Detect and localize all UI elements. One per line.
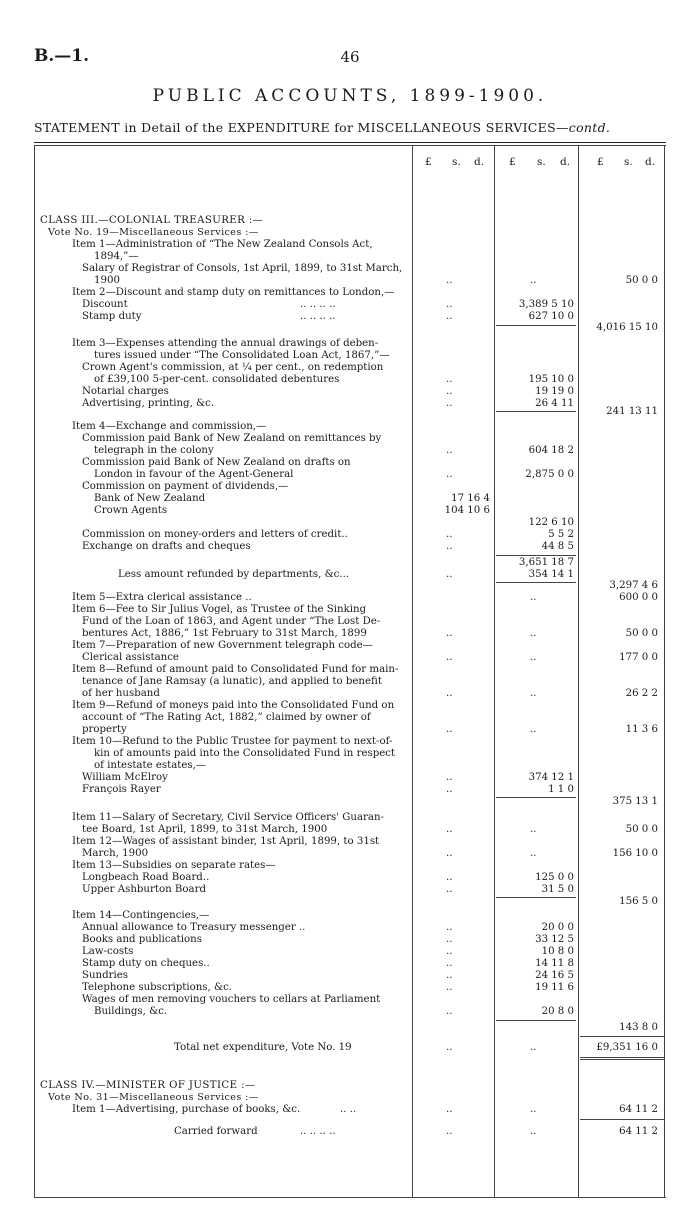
leader-dots: .. [446, 386, 453, 397]
class-heading: CLASS III.—COLONIAL TREASURER :— [40, 215, 264, 226]
item-2-text: Stamp duty [82, 311, 142, 322]
item-1-text: Item 1—Administration of “The New Zealand Consols Act, [72, 239, 373, 250]
item-10-text: Item 10—Refund to the Public Trustee for payment to next-of- [72, 736, 393, 747]
item-8-total: 26 2 2 [625, 688, 658, 699]
item-4-text: Exchange on drafts and cheques [82, 541, 251, 552]
item-14-amount: 10 8 0 [541, 946, 574, 957]
item-6-total: 50 0 0 [625, 628, 658, 639]
item-3-text: of £39,100 5-per-cent. consolidated debentures [94, 374, 340, 385]
pound-header: £ [509, 156, 516, 168]
col-divider-2 [494, 145, 495, 1197]
leader-dots: .. [530, 592, 537, 603]
item-4-total: 3,297 4 6 [609, 580, 658, 591]
item-13-amount: 125 0 0 [535, 872, 574, 883]
leader-dots: .. .. [340, 1104, 357, 1115]
pence-header: d. [560, 156, 571, 168]
leader-dots: .. [530, 1126, 537, 1137]
col-divider-3 [578, 145, 579, 1197]
leader-dots: .. [446, 884, 453, 895]
item-12-total: 156 10 0 [612, 848, 658, 859]
item-1-text: Item 1—Advertising, purchase of books, &c. [72, 1104, 301, 1115]
leader-dots: .. [446, 724, 453, 735]
item-11-text: Item 11—Salary of Secretary, Civil Service Officers' Guaran- [72, 812, 384, 823]
leader-dots: .. [446, 299, 453, 310]
item-4-text: Commission paid Bank of New Zealand on remittances by [82, 433, 382, 444]
item-2-text: Discount [82, 299, 128, 310]
subtitle-contd: contd. [568, 120, 611, 135]
leader-dots: .. [530, 688, 537, 699]
leader-dots: .. [530, 652, 537, 663]
carried-rule [580, 1119, 664, 1120]
vote-total: £9,351 16 0 [596, 1042, 658, 1053]
leader-dots: .. .. .. .. [300, 311, 336, 322]
subtotal-rule [496, 797, 576, 798]
item-8-text: of her husband [82, 688, 160, 699]
item-4-dividends-total: 122 6 10 [528, 517, 574, 528]
item-13-text: Item 13—Subsidies on separate rates— [72, 860, 276, 871]
item-7-text: Clerical assistance [82, 652, 179, 663]
item-2-amount: 3,389 5 10 [518, 299, 574, 310]
leader-dots: .. [530, 275, 537, 286]
leader-dots: .. .. .. .. [300, 1126, 336, 1137]
leader-dots: .. [446, 970, 453, 981]
carried-forward-label: Carried forward [174, 1126, 258, 1137]
table-top-rule [34, 142, 666, 143]
item-4-text: London in favour of the Agent-General [94, 469, 294, 480]
leader-dots: .. [446, 398, 453, 409]
leader-dots: .. [530, 724, 537, 735]
item-3-amount: 195 10 0 [528, 374, 574, 385]
pence-header: d. [645, 156, 656, 168]
item-4-amount: 604 18 2 [528, 445, 574, 456]
item-11-total: 50 0 0 [625, 824, 658, 835]
item-14-amount: 33 12 5 [535, 934, 574, 945]
subtotal-rule [496, 555, 576, 556]
class-heading: CLASS IV.—MINISTER OF JUSTICE :— [40, 1080, 256, 1091]
item-6-text: Item 6—Fee to Sir Julius Vogel, as Trustee of the Sinking [72, 604, 367, 615]
item-4-text: Commission on money-orders and letters of credit.. [82, 529, 348, 540]
leader-dots: .. [446, 784, 453, 795]
item-14-text: Law-costs [82, 946, 134, 957]
item-4-refund: 354 14 1 [528, 569, 574, 580]
item-10-text: of intestate estates,— [94, 760, 207, 771]
item-13-text: Upper Ashburton Board [82, 884, 206, 895]
page-number: 46 [340, 48, 360, 66]
subtitle-text: STATEMENT in Detail of the EXPENDITURE for MISCELLANEOUS SERVICES— [34, 120, 569, 135]
leader-dots: .. [446, 934, 453, 945]
pence-header: d. [474, 156, 485, 168]
item-14-amount: 19 11 6 [535, 982, 574, 993]
leader-dots: .. [446, 311, 453, 322]
item-3-text: Advertising, printing, &c. [82, 398, 215, 409]
leader-dots: .. [446, 1042, 453, 1053]
item-14-amount: 20 8 0 [541, 1006, 574, 1017]
item-14-text: Wages of men removing vouchers to cellars at Parliament [82, 994, 381, 1005]
leader-dots: .. [446, 374, 453, 385]
col-divider-1 [412, 145, 413, 1197]
item-2-total: 4,016 15 10 [596, 322, 658, 333]
leader-dots: .. [446, 958, 453, 969]
item-8-text: tenance of Jane Ramsay (a lunatic), and applied to benefit [82, 676, 382, 687]
leader-dots: .. [530, 824, 537, 835]
item-3-amount: 26 4 11 [535, 398, 574, 409]
total-rule [580, 1036, 664, 1037]
item-14-text: Item 14—Contingencies,— [72, 910, 210, 921]
leader-dots: .. [446, 772, 453, 783]
item-9-text: property [82, 724, 127, 735]
item-10-text: kin of amounts paid into the Consolidated Fund in respect [94, 748, 396, 759]
leader-dots: .. [530, 1042, 537, 1053]
item-1-total: 64 11 2 [619, 1104, 658, 1115]
item-3-total: 241 13 11 [606, 406, 658, 417]
item-14-amount: 20 0 0 [541, 922, 574, 933]
item-14-amount: 14 11 8 [535, 958, 574, 969]
item-4-amount: 2,875 0 0 [525, 469, 574, 480]
item-10-amount: 1 1 0 [548, 784, 574, 795]
leader-dots: .. [530, 1104, 537, 1115]
item-4-amount: 44 8 5 [541, 541, 574, 552]
leader-dots: .. [446, 946, 453, 957]
leader-dots: .. [446, 469, 453, 480]
leader-dots: .. [446, 275, 453, 286]
statement-subtitle [34, 120, 674, 135]
item-4-text: telegraph in the colony [94, 445, 214, 456]
item-3-text: Crown Agent's commission, at ¼ per cent., on redemption [82, 362, 384, 373]
leader-dots: .. .. .. .. [300, 299, 336, 310]
item-3-text: tures issued under “The Consolidated Loan Act, 1867,”— [94, 350, 390, 361]
item-13-amount: 31 5 0 [541, 884, 574, 895]
item-14-text: Books and publications [82, 934, 202, 945]
subtotal-rule [496, 325, 576, 326]
table-bottom-rule [34, 1197, 666, 1198]
leader-dots: .. [446, 628, 453, 639]
item-10-total: 375 13 1 [612, 796, 658, 807]
subtotal-rule [496, 897, 576, 898]
leader-dots: .. [446, 872, 453, 883]
subtotal-rule [496, 411, 576, 412]
total-double-rule [580, 1057, 664, 1058]
leader-dots: .. [446, 824, 453, 835]
item-11-text: tee Board, 1st April, 1899, to 31st March, 1900 [82, 824, 328, 835]
item-3-amount: 19 19 0 [535, 386, 574, 397]
item-1-total: 50 0 0 [625, 275, 658, 286]
item-14-text: Buildings, &c. [94, 1006, 168, 1017]
subtotal-rule [496, 582, 576, 583]
item-14-text: Sundries [82, 970, 129, 981]
item-8-text: Item 8—Refund of amount paid to Consolidated Fund for main- [72, 664, 399, 675]
item-4-text: Bank of New Zealand [94, 493, 206, 504]
item-14-text: Telephone subscriptions, &c. [82, 982, 233, 993]
item-4-text: Item 4—Exchange and commission,— [72, 421, 267, 432]
leader-dots: .. [446, 848, 453, 859]
leader-dots: .. [530, 848, 537, 859]
item-3-text: Item 3—Expenses attending the annual drawings of deben- [72, 338, 379, 349]
item-2-text: Item 2—Discount and stamp duty on remittances to London,— [72, 287, 395, 298]
leader-dots: .. [446, 652, 453, 663]
item-4-subtotal: 3,651 18 7 [518, 557, 574, 568]
item-14-amount: 24 16 5 [535, 970, 574, 981]
total-double-rule [580, 1059, 664, 1060]
item-1-text: 1900 [94, 275, 120, 286]
item-12-text: March, 1900 [82, 848, 149, 859]
item-12-text: Item 12—Wages of assistant binder, 1st April, 1899, to 31st [72, 836, 380, 847]
item-9-text: Item 9—Refund of moneys paid into the Consolidated Fund on [72, 700, 395, 711]
item-7-total: 177 0 0 [619, 652, 658, 663]
shilling-header: s. [537, 156, 546, 168]
item-13-total: 156 5 0 [619, 896, 658, 907]
item-14-text: Annual allowance to Treasury messenger .. [82, 922, 306, 933]
item-6-text: Fund of the Loan of 1863, and Agent under “The Lost De- [82, 616, 381, 627]
item-1-text: Salary of Registrar of Consols, 1st April, 1899, to 31st March, [82, 263, 403, 274]
table-top-rule-2 [34, 145, 666, 146]
item-1-text: 1894,”— [94, 251, 139, 262]
leader-dots: .. [446, 688, 453, 699]
page-title: PUBLIC ACCOUNTS, 1899-1900. [152, 86, 548, 106]
item-10-text: François Rayer [82, 784, 161, 795]
col-divider-4 [664, 145, 665, 1197]
item-14-text: Stamp duty on cheques.. [82, 958, 210, 969]
item-4-amount: 104 10 6 [444, 505, 490, 516]
vote-heading: Vote No. 31—Miscellaneous Services :— [48, 1092, 259, 1103]
item-2-amount: 627 10 0 [528, 311, 574, 322]
leader-dots: .. [446, 1126, 453, 1137]
leader-dots: .. [530, 628, 537, 639]
item-4-amount: 17 16 4 [451, 493, 490, 504]
leader-dots: .. [446, 569, 453, 580]
pound-header: £ [425, 156, 432, 168]
leader-dots: .. [446, 529, 453, 540]
item-6-text: bentures Act, 1886,” 1st February to 31st March, 1899 [82, 628, 367, 639]
item-4-amount: 5 5 2 [548, 529, 574, 540]
leader-dots: .. [446, 922, 453, 933]
item-14-total: 143 8 0 [619, 1022, 658, 1033]
item-10-amount: 374 12 1 [528, 772, 574, 783]
leader-dots: .. [446, 1104, 453, 1115]
col-divider-0 [34, 145, 35, 1197]
item-10-text: William McElroy [82, 772, 168, 783]
leader-dots: .. [446, 1006, 453, 1017]
carried-forward-total: 64 11 2 [619, 1126, 658, 1137]
vote-total-label: Total net expenditure, Vote No. 19 [174, 1042, 352, 1053]
item-5-total: 600 0 0 [619, 592, 658, 603]
subtotal-rule [496, 1020, 576, 1021]
pound-header: £ [597, 156, 604, 168]
shilling-header: s. [624, 156, 633, 168]
item-9-total: 11 3 6 [625, 724, 658, 735]
item-5-text: Item 5—Extra clerical assistance .. [72, 592, 252, 603]
item-4-text: Crown Agents [94, 505, 168, 516]
item-13-text: Longbeach Road Board.. [82, 872, 210, 883]
leader-dots: .. [446, 445, 453, 456]
shilling-header: s. [452, 156, 461, 168]
item-3-text: Notarial charges [82, 386, 169, 397]
item-7-text: Item 7—Preparation of new Government telegraph code— [72, 640, 373, 651]
page-code: B.—1. [34, 46, 90, 66]
item-4-text: Commission paid Bank of New Zealand on drafts on [82, 457, 351, 468]
item-4-text: Less amount refunded by departments, &c... [118, 569, 350, 580]
leader-dots: .. [446, 982, 453, 993]
leader-dots: .. [446, 541, 453, 552]
vote-heading: Vote No. 19—Miscellaneous Services :— [48, 227, 259, 238]
item-4-text: Commission on payment of dividends,— [82, 481, 289, 492]
item-9-text: account of “The Rating Act, 1882,” claimed by owner of [82, 712, 371, 723]
